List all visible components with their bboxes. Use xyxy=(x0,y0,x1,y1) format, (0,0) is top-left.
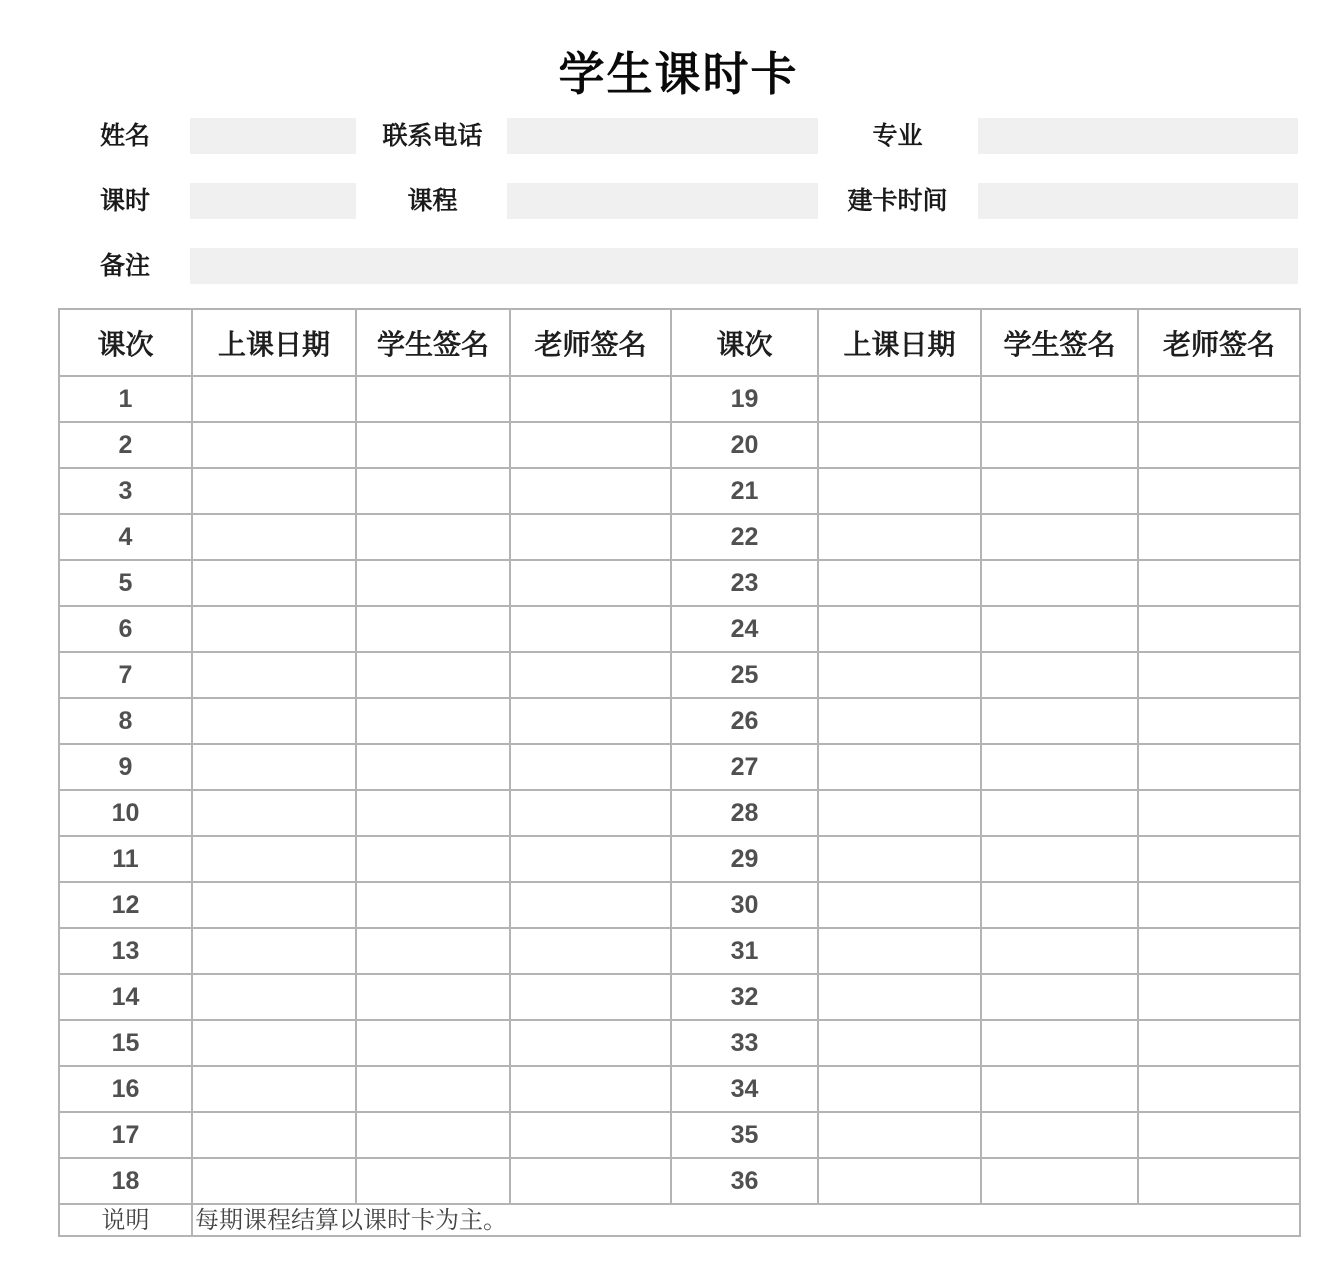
session-number: 26 xyxy=(671,698,818,744)
date-cell[interactable] xyxy=(818,974,981,1020)
table-row xyxy=(59,376,1300,422)
course-label: 课程 xyxy=(407,186,458,215)
date-cell[interactable] xyxy=(818,422,981,468)
session-number: 28 xyxy=(671,790,818,836)
date-cell[interactable] xyxy=(192,836,356,882)
page-title: 学生课时卡 xyxy=(558,47,799,101)
table-row xyxy=(59,974,1300,1020)
student-sign-cell[interactable] xyxy=(356,698,510,744)
student-sign-cell[interactable] xyxy=(981,1020,1138,1066)
header-teacher-sign: 老师签名 xyxy=(1138,309,1300,376)
date-cell[interactable] xyxy=(192,790,356,836)
session-number: 24 xyxy=(671,606,818,652)
teacher-sign-cell[interactable] xyxy=(510,1158,671,1204)
date-cell[interactable] xyxy=(818,376,981,422)
table-row xyxy=(59,560,1300,606)
remark-field[interactable] xyxy=(190,248,1298,284)
hours-label: 课时 xyxy=(99,186,150,215)
date-cell[interactable] xyxy=(192,468,356,514)
teacher-sign-cell[interactable] xyxy=(510,376,671,422)
date-cell[interactable] xyxy=(192,1112,356,1158)
teacher-sign-cell[interactable] xyxy=(1138,514,1300,560)
student-sign-cell[interactable] xyxy=(356,1158,510,1204)
teacher-sign-cell[interactable] xyxy=(1138,1158,1300,1204)
session-number: 4 xyxy=(59,514,192,560)
name-field[interactable] xyxy=(190,118,356,154)
student-sign-cell[interactable] xyxy=(356,790,510,836)
teacher-sign-cell[interactable] xyxy=(510,514,671,560)
teacher-sign-cell[interactable] xyxy=(1138,606,1300,652)
teacher-sign-cell[interactable] xyxy=(1138,882,1300,928)
student-sign-cell[interactable] xyxy=(356,560,510,606)
session-number: 1 xyxy=(59,376,192,422)
header-teacher-sign: 老师签名 xyxy=(510,309,671,376)
session-number: 19 xyxy=(671,376,818,422)
session-number: 10 xyxy=(59,790,192,836)
session-number: 25 xyxy=(671,652,818,698)
teacher-sign-cell[interactable] xyxy=(1138,1020,1300,1066)
session-number: 23 xyxy=(671,560,818,606)
session-number: 22 xyxy=(671,514,818,560)
student-sign-cell[interactable] xyxy=(356,468,510,514)
session-number: 32 xyxy=(671,974,818,1020)
session-number: 29 xyxy=(671,836,818,882)
student-sign-cell[interactable] xyxy=(981,974,1138,1020)
header-student-sign: 学生签名 xyxy=(981,309,1138,376)
date-cell[interactable] xyxy=(818,1066,981,1112)
teacher-sign-cell[interactable] xyxy=(1138,1066,1300,1112)
phone-label: 联系电话 xyxy=(382,121,483,150)
table-row xyxy=(59,652,1300,698)
teacher-sign-cell[interactable] xyxy=(1138,744,1300,790)
hours-field[interactable] xyxy=(190,183,356,219)
student-sign-cell[interactable] xyxy=(356,744,510,790)
major-field[interactable] xyxy=(978,118,1298,154)
session-number: 34 xyxy=(671,1066,818,1112)
session-number: 27 xyxy=(671,744,818,790)
teacher-sign-cell[interactable] xyxy=(510,744,671,790)
teacher-sign-cell[interactable] xyxy=(1138,928,1300,974)
teacher-sign-cell[interactable] xyxy=(510,468,671,514)
date-cell[interactable] xyxy=(818,698,981,744)
student-sign-cell[interactable] xyxy=(356,836,510,882)
table-row xyxy=(59,928,1300,974)
teacher-sign-cell[interactable] xyxy=(510,1112,671,1158)
date-cell[interactable] xyxy=(818,560,981,606)
note-row xyxy=(59,1204,1300,1236)
teacher-sign-cell[interactable] xyxy=(510,928,671,974)
teacher-sign-cell[interactable] xyxy=(1138,974,1300,1020)
date-cell[interactable] xyxy=(818,836,981,882)
student-sign-cell[interactable] xyxy=(981,790,1138,836)
table-row xyxy=(59,514,1300,560)
student-sign-cell[interactable] xyxy=(981,468,1138,514)
student-sign-cell[interactable] xyxy=(981,1112,1138,1158)
student-sign-cell[interactable] xyxy=(356,376,510,422)
date-cell[interactable] xyxy=(818,928,981,974)
student-sign-cell[interactable] xyxy=(981,376,1138,422)
table-row xyxy=(59,744,1300,790)
session-number: 35 xyxy=(671,1112,818,1158)
teacher-sign-cell[interactable] xyxy=(1138,698,1300,744)
student-sign-cell[interactable] xyxy=(981,698,1138,744)
note-text: 每期课程结算以课时卡为主。 xyxy=(192,1204,1300,1236)
date-cell[interactable] xyxy=(192,606,356,652)
student-sign-cell[interactable] xyxy=(981,652,1138,698)
teacher-sign-cell[interactable] xyxy=(510,1020,671,1066)
session-number: 3 xyxy=(59,468,192,514)
table-row xyxy=(59,468,1300,514)
student-sign-cell[interactable] xyxy=(356,882,510,928)
teacher-sign-cell[interactable] xyxy=(510,422,671,468)
session-number: 15 xyxy=(59,1020,192,1066)
session-number: 5 xyxy=(59,560,192,606)
date-cell[interactable] xyxy=(192,928,356,974)
date-cell[interactable] xyxy=(192,744,356,790)
date-cell[interactable] xyxy=(192,698,356,744)
teacher-sign-cell[interactable] xyxy=(1138,560,1300,606)
teacher-sign-cell[interactable] xyxy=(1138,468,1300,514)
table-row xyxy=(59,1066,1300,1112)
session-number: 30 xyxy=(671,882,818,928)
date-cell[interactable] xyxy=(192,560,356,606)
teacher-sign-cell[interactable] xyxy=(1138,422,1300,468)
date-cell[interactable] xyxy=(192,514,356,560)
student-sign-cell[interactable] xyxy=(981,422,1138,468)
session-number: 6 xyxy=(59,606,192,652)
table-row xyxy=(59,790,1300,836)
table-row xyxy=(59,836,1300,882)
teacher-sign-cell[interactable] xyxy=(510,698,671,744)
session-number: 2 xyxy=(59,422,192,468)
student-sign-cell[interactable] xyxy=(356,652,510,698)
teacher-sign-cell[interactable] xyxy=(510,974,671,1020)
session-number: 21 xyxy=(671,468,818,514)
student-sign-cell[interactable] xyxy=(981,836,1138,882)
teacher-sign-cell[interactable] xyxy=(510,836,671,882)
student-sign-cell[interactable] xyxy=(981,606,1138,652)
teacher-sign-cell[interactable] xyxy=(510,882,671,928)
date-cell[interactable] xyxy=(192,1066,356,1112)
table-row xyxy=(59,422,1300,468)
student-sign-cell[interactable] xyxy=(356,514,510,560)
date-cell[interactable] xyxy=(818,1158,981,1204)
date-cell[interactable] xyxy=(818,606,981,652)
student-sign-cell[interactable] xyxy=(356,606,510,652)
date-cell[interactable] xyxy=(818,652,981,698)
student-sign-cell[interactable] xyxy=(356,1066,510,1112)
date-cell[interactable] xyxy=(818,468,981,514)
header-date: 上课日期 xyxy=(818,309,981,376)
teacher-sign-cell[interactable] xyxy=(510,790,671,836)
student-sign-cell[interactable] xyxy=(981,1158,1138,1204)
major-label: 专业 xyxy=(872,121,923,150)
date-cell[interactable] xyxy=(192,882,356,928)
teacher-sign-cell[interactable] xyxy=(1138,790,1300,836)
teacher-sign-cell[interactable] xyxy=(1138,652,1300,698)
date-cell[interactable] xyxy=(192,974,356,1020)
date-cell[interactable] xyxy=(192,1020,356,1066)
teacher-sign-cell[interactable] xyxy=(510,560,671,606)
phone-field[interactable] xyxy=(507,118,818,154)
header-session: 课次 xyxy=(59,309,192,376)
session-number: 7 xyxy=(59,652,192,698)
teacher-sign-cell[interactable] xyxy=(510,652,671,698)
table-row xyxy=(59,698,1300,744)
date-cell[interactable] xyxy=(192,422,356,468)
table-row xyxy=(59,1158,1300,1204)
table-row xyxy=(59,606,1300,652)
session-number: 20 xyxy=(671,422,818,468)
session-number: 33 xyxy=(671,1020,818,1066)
teacher-sign-cell[interactable] xyxy=(1138,836,1300,882)
date-cell[interactable] xyxy=(818,744,981,790)
header-date: 上课日期 xyxy=(192,309,356,376)
table-row xyxy=(59,1020,1300,1066)
date-cell[interactable] xyxy=(818,882,981,928)
teacher-sign-cell[interactable] xyxy=(510,606,671,652)
session-number: 13 xyxy=(59,928,192,974)
student-sign-cell[interactable] xyxy=(981,560,1138,606)
session-number: 36 xyxy=(671,1158,818,1204)
teacher-sign-cell[interactable] xyxy=(1138,376,1300,422)
remark-label: 备注 xyxy=(99,251,150,280)
session-number: 18 xyxy=(59,1158,192,1204)
date-cell[interactable] xyxy=(818,1112,981,1158)
session-number: 9 xyxy=(59,744,192,790)
student-sign-cell[interactable] xyxy=(981,882,1138,928)
session-number: 12 xyxy=(59,882,192,928)
note-label: 说明 xyxy=(59,1204,192,1236)
date-cell[interactable] xyxy=(192,652,356,698)
table-row xyxy=(59,882,1300,928)
student-sign-cell[interactable] xyxy=(981,928,1138,974)
student-sign-cell[interactable] xyxy=(356,1020,510,1066)
student-sign-cell[interactable] xyxy=(981,514,1138,560)
attendance-table xyxy=(58,308,1301,1237)
student-sign-cell[interactable] xyxy=(356,974,510,1020)
student-sign-cell[interactable] xyxy=(356,422,510,468)
student-sign-cell[interactable] xyxy=(356,928,510,974)
card-date-label: 建卡时间 xyxy=(847,186,948,215)
session-number: 17 xyxy=(59,1112,192,1158)
session-number: 14 xyxy=(59,974,192,1020)
date-cell[interactable] xyxy=(192,1158,356,1204)
course-field[interactable] xyxy=(507,183,818,219)
date-cell[interactable] xyxy=(192,376,356,422)
teacher-sign-cell[interactable] xyxy=(1138,1112,1300,1158)
student-sign-cell[interactable] xyxy=(981,744,1138,790)
table-row xyxy=(59,1112,1300,1158)
card-date-field[interactable] xyxy=(978,183,1298,219)
student-sign-cell[interactable] xyxy=(356,1112,510,1158)
session-number: 31 xyxy=(671,928,818,974)
date-cell[interactable] xyxy=(818,1020,981,1066)
date-cell[interactable] xyxy=(818,790,981,836)
header-row xyxy=(59,309,1300,376)
session-number: 8 xyxy=(59,698,192,744)
header-session: 课次 xyxy=(671,309,818,376)
teacher-sign-cell[interactable] xyxy=(510,1066,671,1112)
header-student-sign: 学生签名 xyxy=(356,309,510,376)
student-sign-cell[interactable] xyxy=(981,1066,1138,1112)
name-label: 姓名 xyxy=(99,121,150,150)
session-number: 16 xyxy=(59,1066,192,1112)
date-cell[interactable] xyxy=(818,514,981,560)
session-number: 11 xyxy=(59,836,192,882)
